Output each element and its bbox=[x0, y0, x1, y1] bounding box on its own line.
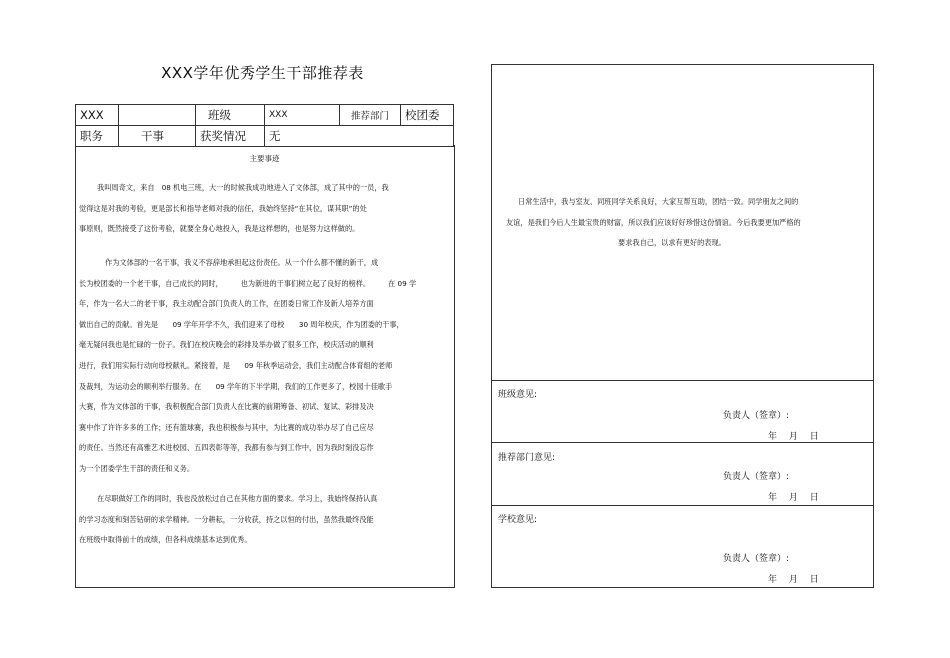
dept-opinion-date: 年 月 日 bbox=[768, 493, 819, 503]
divider bbox=[492, 442, 873, 443]
class-opinion-sign: 负责人（签章）: bbox=[723, 411, 790, 421]
deeds-paragraph-2 bbox=[79, 253, 416, 480]
deeds-continuation bbox=[506, 192, 801, 254]
award-value: 无 bbox=[265, 126, 454, 147]
deeds-line: 事原则，既然接受了这份考验，就要全身心地投入，我是这样想的，也是努力这样做的。 bbox=[79, 224, 360, 234]
deeds-paragraph-1 bbox=[79, 178, 389, 240]
deeds-line: 长为校团委的一个老干事，自己成长的同时， 也为新进的干事们树立起了良好的榜样。 在 09 学 bbox=[79, 278, 417, 288]
deeds-line: 赛中作了许许多多的工作；还有篮球赛，我也积极参与其中，为比赛的成功举办尽了自己应尽 bbox=[79, 422, 374, 432]
deeds-line: 做出自己的贡献。首先是 09 学年开学不久，我们迎来了母校 30 周年校庆，作为团委的干事， bbox=[79, 319, 404, 329]
dept-label: 推荐部门 bbox=[340, 105, 401, 126]
divider bbox=[492, 380, 873, 381]
deeds-line: 的责任。当然还有高雅艺术进校园、五四表彰等等，我都有参与到工作中，因为我时刻没忘作 bbox=[79, 443, 374, 453]
dept-value: 校团委 bbox=[401, 105, 454, 126]
divider bbox=[492, 505, 873, 506]
name-value: XXX bbox=[76, 105, 119, 126]
name-blank bbox=[119, 105, 196, 126]
deeds-paragraph-3 bbox=[79, 489, 377, 551]
deeds-line: 的学习态度和刻苦钻研的求学精神。一分耕耘，一分收获，持之以恒的付出，虽然我最终没能 bbox=[79, 514, 374, 524]
deeds-line: 在尽职做好工作的同时，我也没放松过自己在其他方面的要求。学习上，我始终保持认真 bbox=[97, 494, 378, 503]
deeds-line: 作为文体部的一名干事，我义不容辞地承担起这份责任。从一个什么都不懂的新干，成 bbox=[105, 258, 379, 267]
deeds-line: 毫无疑问我也是忙碌的一份子。我们在校庆晚会的彩排及举办做了很多工作，校庆活动的顺利 bbox=[79, 340, 374, 350]
main-deeds-heading: 主要事迹 bbox=[249, 154, 280, 163]
position-value: 干事 bbox=[119, 126, 196, 147]
deeds-line: 要求我自己，以求有更好的表现。 bbox=[618, 238, 726, 247]
deeds-line: 觉得这是对我的考验，更是部长和指导老师对我的信任，我始终坚持“在其位，谋其职”的处 bbox=[79, 203, 367, 213]
dept-opinion-sign: 负责人（签章）: bbox=[723, 472, 790, 482]
opinions-box bbox=[491, 64, 874, 588]
school-opinion-date: 年 月 日 bbox=[768, 575, 819, 585]
info-table bbox=[75, 104, 454, 147]
class-opinion-label: 班级意见: bbox=[498, 390, 538, 400]
class-label: 班级 bbox=[196, 105, 265, 126]
award-label: 获奖情况 bbox=[196, 126, 265, 147]
class-opinion-date: 年 月 日 bbox=[768, 432, 819, 442]
deeds-line: 及裁判，为运动会的顺利举行服务。在 09 学年的下半学期，我们的工作更多了，校园十佳歌手 bbox=[79, 381, 393, 391]
dept-opinion-label: 推荐部门意见: bbox=[498, 453, 556, 463]
deeds-line: 大赛，作为文体部的干事，我积极配合部门负责人在比赛的前期筹备、初试、复试、彩排及决 bbox=[79, 402, 374, 412]
page-title: XXX学年优秀学生干部推荐表 bbox=[161, 64, 364, 82]
deeds-line: 在班级中取得前十的成绩，但各科成绩基本达到优秀。 bbox=[79, 535, 252, 545]
deeds-line: 我叫周奇文，来自 08 机电三班，大一的时候我成功地进入了文体部，成了其中的一员，我 bbox=[97, 183, 389, 192]
school-opinion-label: 学校意见: bbox=[498, 515, 538, 525]
deeds-line: 友谊，是我们今后人生最宝贵的财富，所以我们应该好好珍惜这份情谊。今后我要更加严格的 bbox=[506, 217, 801, 227]
position-label: 职务 bbox=[76, 126, 119, 147]
deeds-line: 年，作为一名大二的老干事，我主动配合部门负责人的工作，在团委日常工作及新人培养方面 bbox=[79, 299, 374, 309]
school-opinion-sign: 负责人（签章）: bbox=[723, 554, 790, 564]
class-value: XXX bbox=[265, 105, 340, 126]
deeds-line: 为一个团委学生干部的责任和义务。 bbox=[79, 463, 195, 473]
deeds-line: 进行，我们用实际行动向母校献礼。紧接着，是 09 年秋季运动会，我们主动配合体育组的老师 bbox=[79, 360, 393, 370]
deeds-line: 日常生活中，我与室友、同班同学关系良好，大家互帮互助，团结一致。同学朋友之间的 bbox=[518, 197, 799, 206]
